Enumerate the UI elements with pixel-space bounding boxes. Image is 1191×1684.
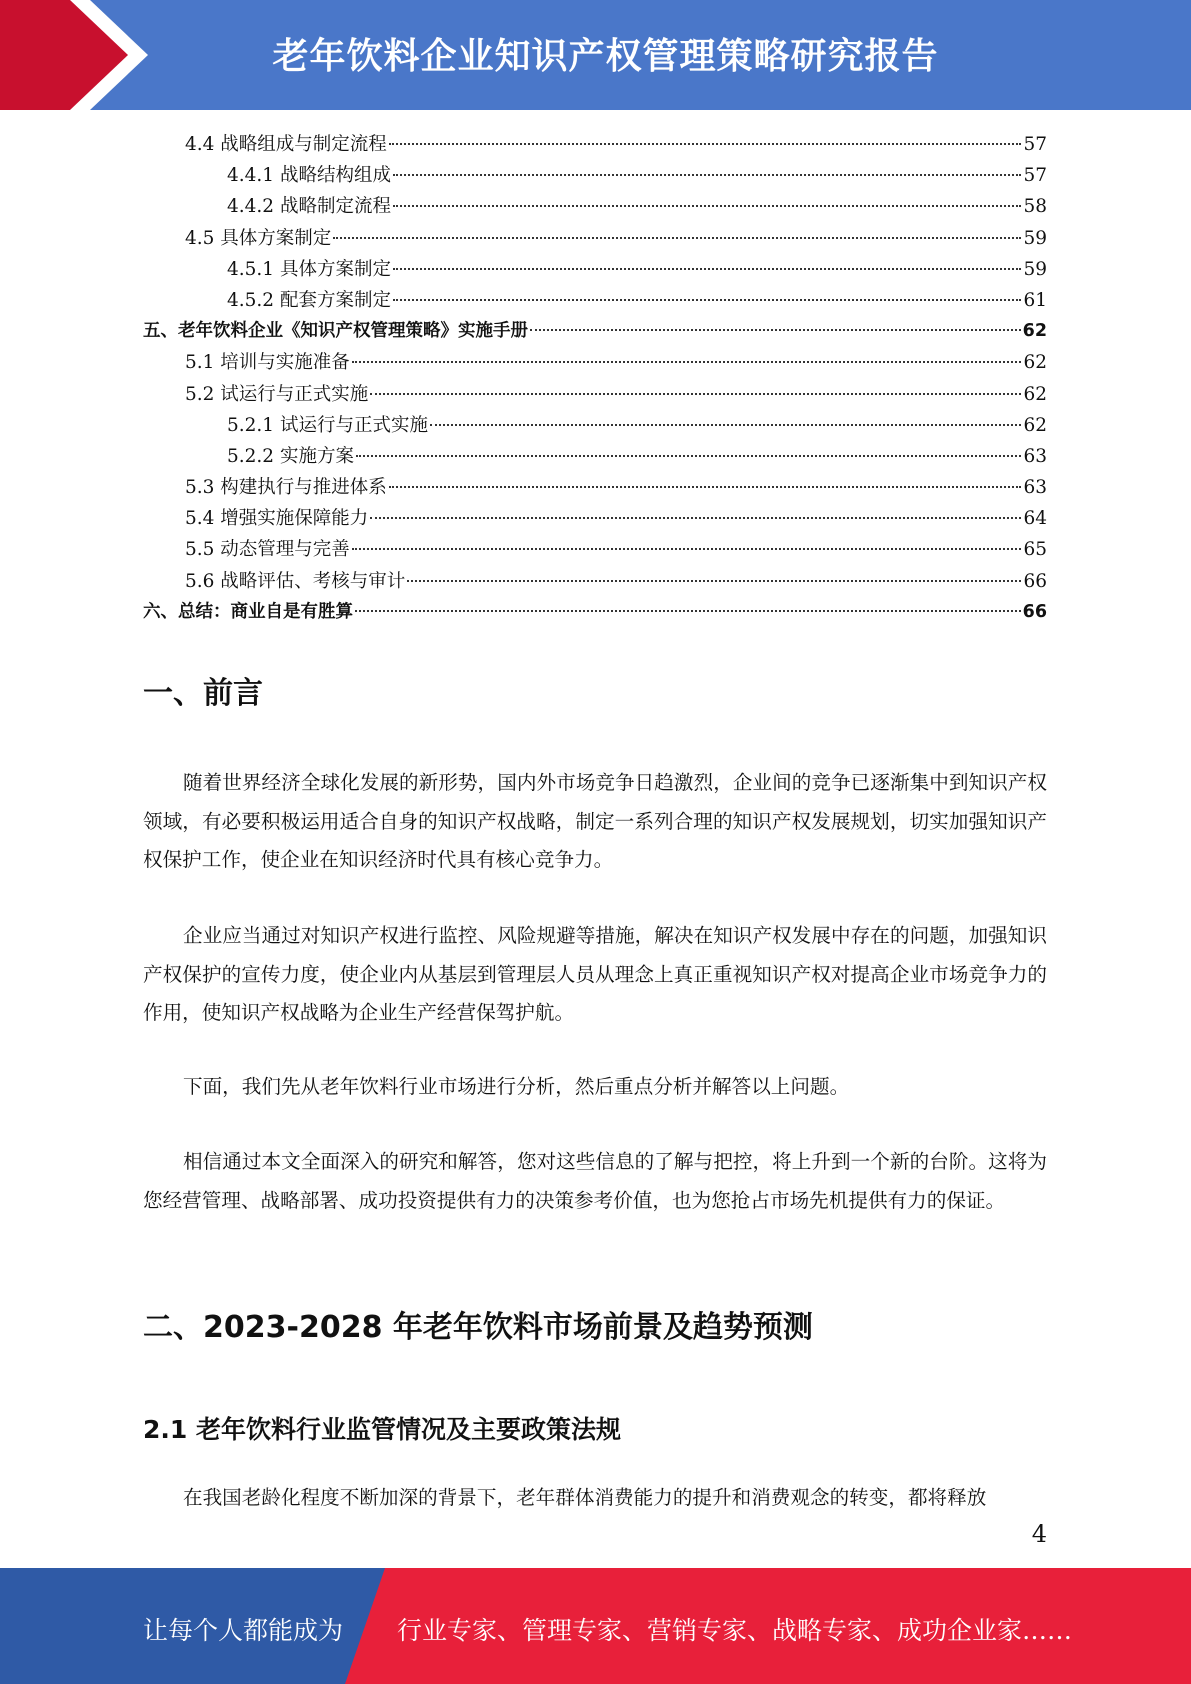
toc-page-number: 62 (1023, 414, 1047, 436)
toc-entry-title: 5.6 战略评估、考核与审计 (185, 570, 406, 592)
toc-leader-dots (389, 486, 1022, 488)
toc-entry[interactable] (143, 316, 1047, 347)
table-of-contents (143, 129, 1047, 628)
toc-page-number: 59 (1023, 258, 1047, 280)
section-heading-market-forecast: 二、2023-2028 年老年饮料市场前景及趋势预测 (143, 1310, 813, 1345)
toc-entry[interactable] (143, 597, 1047, 628)
paragraph: 相信通过本文全面深入的研究和解答，您对这些信息的了解与把控，将上升到一个新的台阶。这将为您经营管理、战略部署、成功投资提供有力的决策参考价值，也为您抢占市场先机提供有力的保证。 (143, 1150, 1047, 1212)
toc-leader-dots (352, 548, 1022, 550)
toc-page-number: 61 (1023, 289, 1047, 311)
toc-entry-title: 4.5 具体方案制定 (185, 227, 332, 249)
toc-leader-dots (352, 361, 1022, 363)
header-title: 老年饮料企业知识产权管理策略研究报告 (272, 36, 939, 77)
toc-entry[interactable] (143, 191, 1047, 222)
toc-entry-title: 4.4.2 战略制定流程 (227, 196, 391, 218)
toc-page-number: 63 (1023, 445, 1047, 467)
toc-leader-dots (393, 299, 1021, 301)
toc-page-number: 64 (1023, 508, 1047, 530)
toc-entry[interactable] (143, 379, 1047, 410)
page-header (0, 0, 1191, 110)
toc-entry-title: 5.2.2 实施方案 (227, 445, 354, 467)
toc-leader-dots (389, 143, 1022, 145)
toc-leader-dots (393, 268, 1021, 270)
toc-entry-title: 5.2.1 试运行与正式实施 (227, 414, 428, 436)
toc-entry-title: 5.2 试运行与正式实施 (185, 383, 369, 405)
footer-slogan-right: 行业专家、管理专家、营销专家、战略专家、成功企业家…… (397, 1616, 1073, 1645)
toc-entry-title: 4.5.1 具体方案制定 (227, 258, 391, 280)
section-heading-preface: 一、前言 (143, 676, 263, 711)
toc-page-number: 59 (1023, 227, 1047, 249)
toc-page-number: 66 (1023, 570, 1047, 592)
toc-entry[interactable] (143, 441, 1047, 472)
toc-entry-title: 5.4 增强实施保障能力 (185, 508, 369, 530)
toc-entry-title: 4.4.1 战略结构组成 (227, 165, 391, 187)
toc-page-number: 65 (1023, 539, 1047, 561)
toc-page-number: 62 (1023, 383, 1047, 405)
toc-entry-title: 六、总结：商业自是有胜算 (143, 601, 353, 622)
paragraph: 随着世界经济全球化发展的新形势，国内外市场竞争日趋激烈，企业间的竞争已逐渐集中到知识产权领域，有必要积极运用适合自身的知识产权战略，制定一系列合理的知识产权发展规划，切实加强知识产权保护工作，使企业在知识经济时代具有核心竞争力。 (143, 771, 1047, 871)
toc-leader-dots (393, 205, 1021, 207)
toc-page-number: 62 (1023, 352, 1047, 374)
page-number: 4 (1031, 1520, 1047, 1548)
toc-page-number: 58 (1023, 196, 1047, 218)
toc-entry[interactable] (143, 472, 1047, 503)
toc-page-number: 57 (1023, 134, 1047, 155)
toc-leader-dots (333, 237, 1021, 239)
paragraph: 企业应当通过对知识产权进行监控、风险规避等措施，解决在知识产权发展中存在的问题，加强知识产权保护的宣传力度，使企业内从基层到管理层人员从理念上真正重视知识产权对提高企业市场竞争力的作用，使知识产权战略为企业生产经营保驾护航。 (143, 924, 1047, 1024)
toc-leader-dots (407, 580, 1021, 582)
page-footer (0, 1568, 1191, 1684)
toc-leader-dots (430, 424, 1021, 426)
toc-leader-dots (370, 393, 1021, 395)
toc-entry[interactable] (143, 347, 1047, 378)
toc-entry[interactable] (143, 254, 1047, 285)
toc-leader-dots (393, 174, 1021, 176)
paragraph: 在我国老龄化程度不断加深的背景下，老年群体消费能力的提升和消费观念的转变，都将释放 (183, 1486, 987, 1509)
toc-leader-dots (370, 517, 1021, 519)
toc-page-number: 57 (1023, 165, 1047, 187)
toc-entry[interactable] (143, 129, 1047, 160)
toc-leader-dots (530, 329, 1021, 331)
toc-page-number: 66 (1022, 601, 1047, 622)
toc-entry-title: 5.5 动态管理与完善 (185, 539, 350, 561)
toc-entry-title: 4.5.2 配套方案制定 (227, 289, 391, 311)
toc-entry[interactable] (143, 566, 1047, 597)
toc-entry-title: 5.1 培训与实施准备 (185, 352, 350, 374)
toc-entry-title: 五、老年饮料企业《知识产权管理策略》实施手册 (143, 321, 528, 342)
subsection-heading: 2.1 老年饮料行业监管情况及主要政策法规 (143, 1415, 621, 1444)
toc-entry-title: 4.4 战略组成与制定流程 (185, 134, 387, 155)
paragraph: 下面，我们先从老年饮料行业市场进行分析，然后重点分析并解答以上问题。 (183, 1075, 850, 1098)
toc-entry[interactable] (143, 503, 1047, 534)
toc-leader-dots (355, 610, 1021, 612)
toc-leader-dots (356, 455, 1022, 457)
toc-entry[interactable] (143, 410, 1047, 441)
toc-entry[interactable] (143, 285, 1047, 316)
toc-entry[interactable] (143, 160, 1047, 191)
toc-entry[interactable] (143, 534, 1047, 565)
toc-entry[interactable] (143, 223, 1047, 254)
toc-entry-title: 5.3 构建执行与推进体系 (185, 477, 387, 499)
footer-slogan-left: 让每个人都能成为 (143, 1616, 344, 1645)
toc-page-number: 63 (1023, 477, 1047, 499)
toc-page-number: 62 (1022, 321, 1047, 342)
